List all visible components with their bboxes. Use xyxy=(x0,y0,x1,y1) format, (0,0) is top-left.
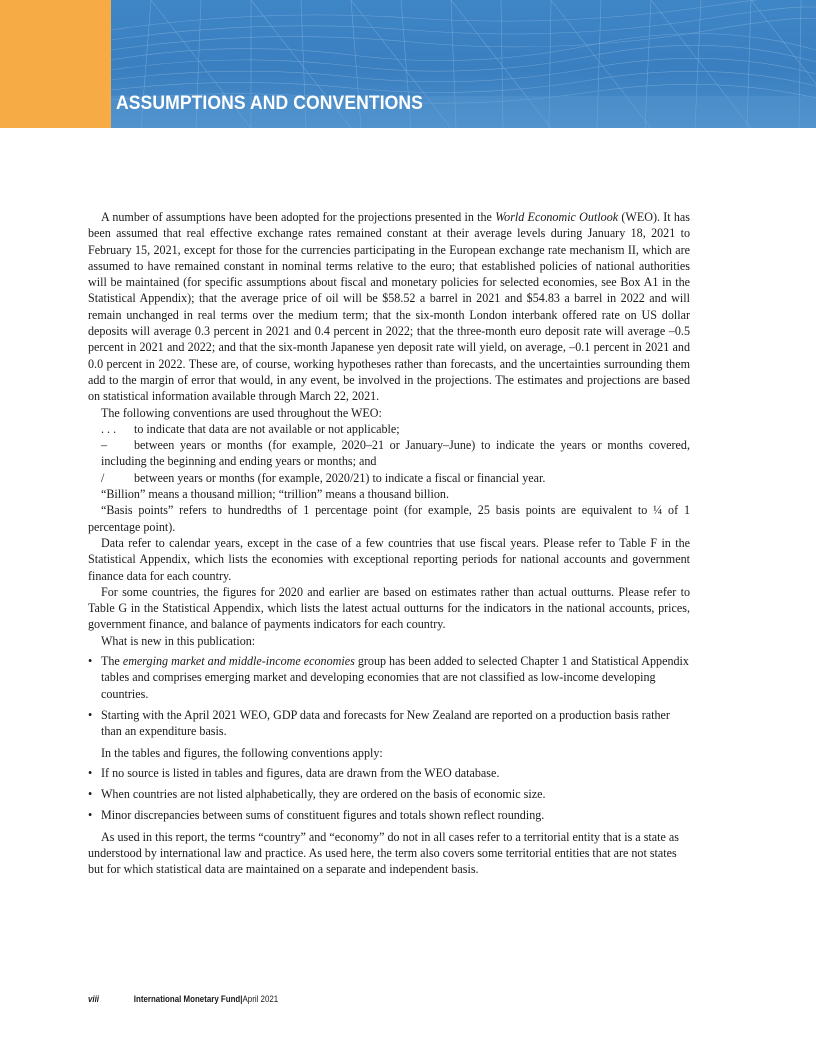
list-item: • If no source is listed in tables and figures, data are drawn from the WEO database. xyxy=(88,765,690,781)
country-definition-paragraph: As used in this report, the terms “country” and “economy” do not in all cases refer to a territorial entity that is a state as understood by international law and practice. As used here, the term also covers some territorial entities that are not states but for which statistical data are maintained on a separate and independent basis. xyxy=(88,829,679,877)
page-header xyxy=(0,0,816,128)
calendar-years-paragraph: Data refer to calendar years, except in the case of a few countries that use fiscal years. Please refer to Table F in the Statistical Appendix, which lists the economies with exceptional reporting periods for national accounts and government finance data for each country. xyxy=(88,535,690,583)
basis-points-paragraph: “Basis points” refers to hundredths of 1 percentage point (for example, 25 basis points are equivalent to ¼ of 1 percentage point). xyxy=(88,503,690,534)
intro-text-a: A number of assumptions have been adopted for the projections presented in the xyxy=(101,210,496,224)
convention-symbol: – xyxy=(101,438,108,453)
billion-paragraph: “Billion” means a thousand million; “trillion” means a thousand billion. xyxy=(101,487,449,502)
convention-symbol: / xyxy=(101,470,105,485)
convention-text: between years or months (for example, 2020–21 or January–June) to indicate the years or months covered, including the beginning and ending years or months; and xyxy=(101,438,690,469)
list-item-text-a: The xyxy=(101,654,123,669)
conventions-intro: The following conventions are used throughout the WEO: xyxy=(101,405,382,420)
weo-title: World Economic Outlook xyxy=(495,210,619,224)
intro-text-b: (WEO). It has been assumed that real effective exchange rates remained constant at their average levels during January 18, 2021 to February 15, 2021, except for those for the currencies participating in the European exchange rate mechanism II, which are assumed to have remained constant in nominal terms relative to the euro; that established policies of national authorities will be maintained (for specific assumptions about fiscal and monetary policies for selected economies, see Box A1 in the Statistical Appendix); that the average price of oil will be $58.52 a barrel in 2021 and $54.83 a barrel in 2022 and will remain unchanged in real terms over the medium term; that the six-month London interbank offered rate on US dollar deposits will average 0.3 percent in 2021 and 0.4 percent in 2022; that the three-month euro deposit rate will average –0.5 percent in 2021 and 2022; and that the six-month Japanese yen deposit rate will yield, on average, –0.1 percent in 2021 and 0.0 percent in 2022. These are, of course, working hypotheses rather than forecasts, and the uncertainties surrounding them add to the margin of error that would, in any event, be involved in the projections. The estimates and projections are based on statistical information available through March 22, 2021. xyxy=(88,210,691,404)
convention-text: between years or months (for example, 2020/21) to indicate a fiscal or financial year. xyxy=(134,470,546,485)
tables-conventions-intro: In the tables and figures, the following conventions apply: xyxy=(101,745,383,760)
page-title: ASSUMPTIONS AND CONVENTIONS xyxy=(116,92,423,114)
estimates-paragraph: For some countries, the figures for 2020 and earlier are based on estimates rather than actual outturns. Please refer to Table G in the Statistical Appendix, which lists the latest actual outturns for the indicators in the national accounts, prices, government finance, and balance of payments indicators for each country. xyxy=(88,584,690,632)
whats-new-heading: What is new in this publication: xyxy=(101,633,256,648)
orange-accent-block xyxy=(0,0,111,128)
list-item: • Minor discrepancies between sums of constituent figures and totals shown reflect rounding. xyxy=(88,807,690,823)
body-text xyxy=(88,209,690,878)
page-number: viii xyxy=(88,994,100,1004)
convention-slash xyxy=(88,470,690,486)
convention-text: to indicate that data are not available or not applicable; xyxy=(134,421,400,436)
tables-conventions-list xyxy=(88,765,690,824)
list-item: • Starting with the April 2021 WEO, GDP data and forecasts for New Zealand are reported on a production basis rather than an expenditure basis. xyxy=(88,707,690,740)
footer-separator: | xyxy=(240,994,243,1004)
page-footer xyxy=(88,994,278,1004)
convention-ellipsis xyxy=(88,421,690,437)
whats-new-list xyxy=(88,653,690,739)
list-item: • When countries are not listed alphabetically, they are ordered on the basis of economic size. xyxy=(88,786,690,802)
convention-symbol: . . . xyxy=(101,421,117,436)
list-item-emphasis: emerging market and middle-income economies xyxy=(122,654,355,669)
list-item xyxy=(88,653,690,702)
convention-dash xyxy=(88,437,690,470)
publisher-name: International Monetary Fund xyxy=(133,994,241,1004)
publication-date: April 2021 xyxy=(242,994,279,1004)
list-item-text-b: group has been added to selected Chapter 1 and Statistical Appendix tables and comprises emerging market and developing economies that are not classified as low-income developing countries. xyxy=(101,654,689,701)
intro-paragraph xyxy=(88,209,690,405)
